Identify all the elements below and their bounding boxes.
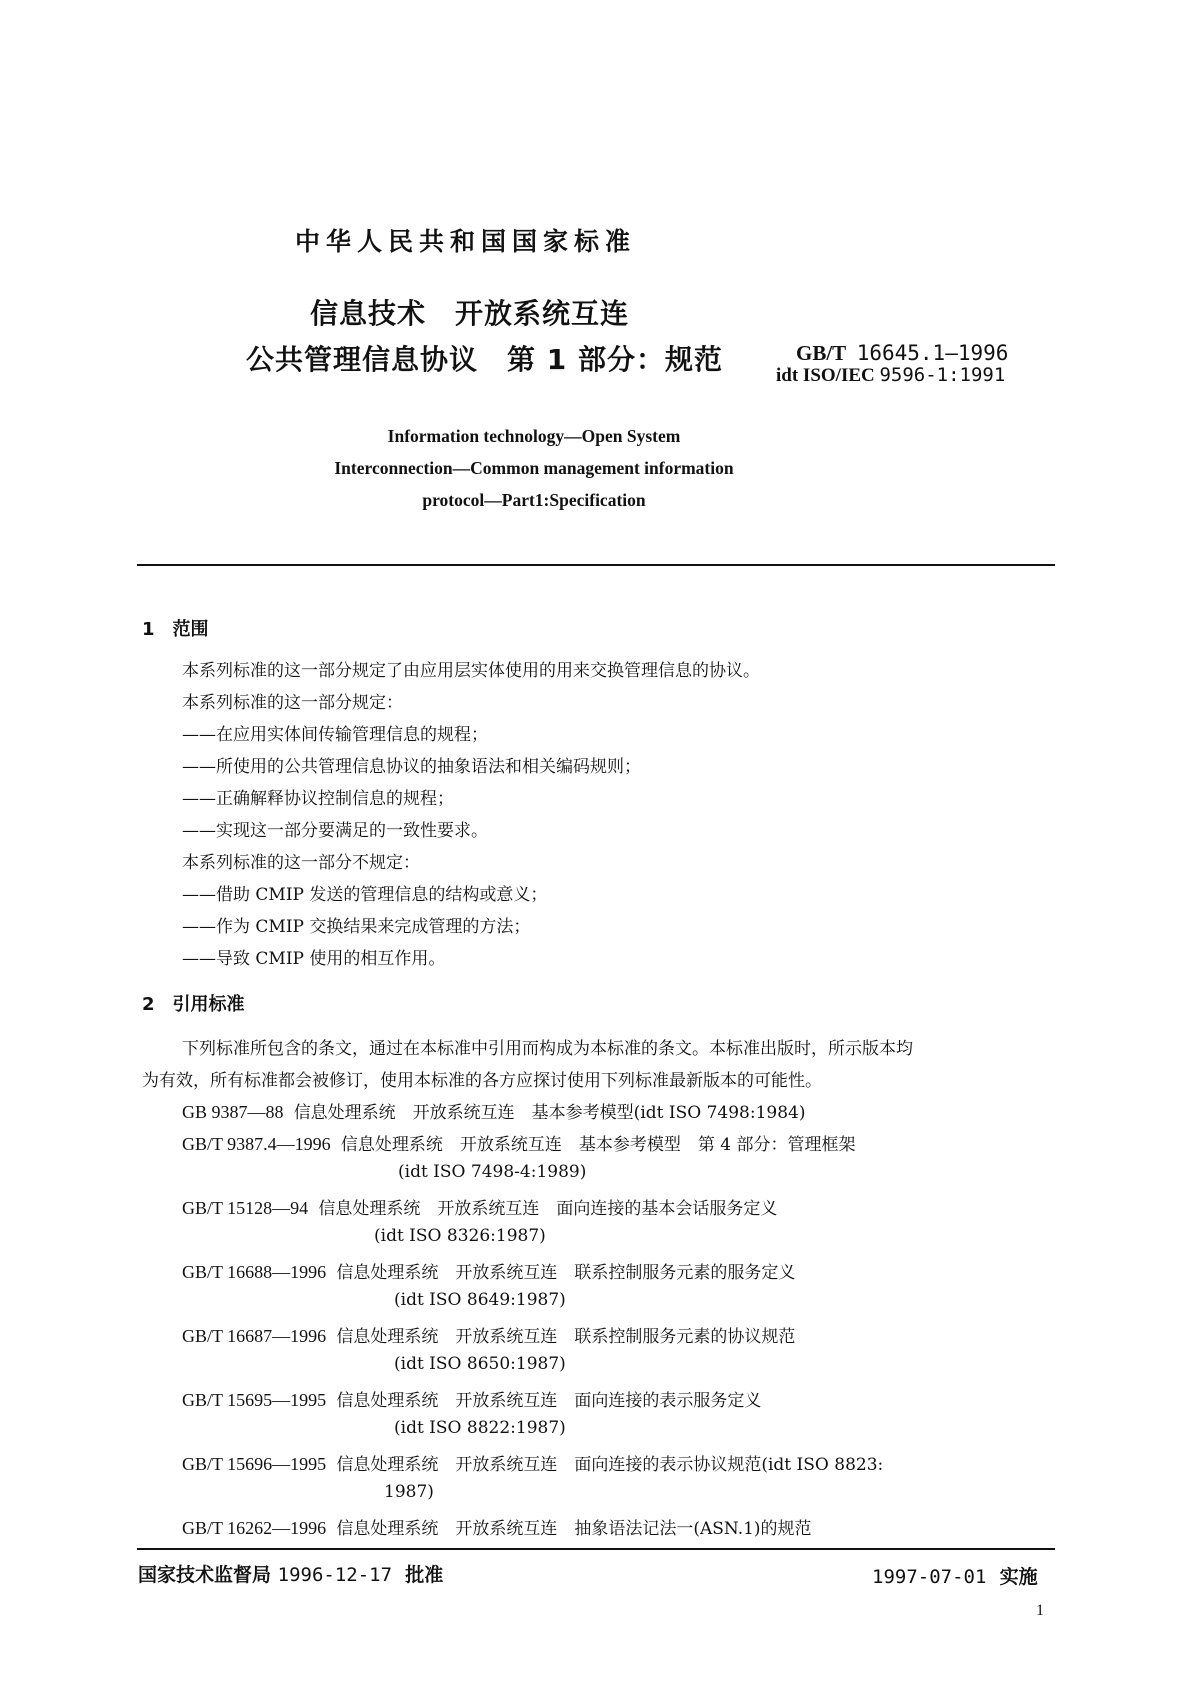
- section1-line: 本系列标准的这一部分不规定：: [182, 853, 420, 873]
- reference-code: GB/T 15696—1995: [182, 1454, 327, 1474]
- reference-item: [182, 1322, 795, 1347]
- section1-line: ——在应用实体间传输管理信息的规程；: [182, 725, 488, 745]
- reference-code: GB/T 15128—94: [182, 1198, 309, 1218]
- reference-code: GB/T 16688—1996: [182, 1262, 327, 1282]
- standard-code: [796, 341, 1008, 366]
- title-cn-line1: 信息技术 开放系统互连: [310, 297, 630, 330]
- section1-line: ——导致 CMIP 使用的相互作用。: [182, 949, 446, 969]
- reference-item: [182, 1386, 761, 1411]
- header-rule: [137, 564, 1055, 566]
- reference-title: 信息处理系统 开放系统互连 面向连接的表示协议规范(idt ISO 8823:: [336, 1455, 884, 1475]
- reference-title: 信息处理系统 开放系统互连 联系控制服务元素的协议规范: [336, 1327, 796, 1347]
- section1-heading: 1 范围: [142, 619, 209, 640]
- section1-line: ——所使用的公共管理信息协议的抽象语法和相关编码规则；: [182, 757, 641, 777]
- reference-item: [182, 1130, 855, 1155]
- standard-code-prefix: GB/T: [796, 341, 847, 365]
- reference-continuation: (idt ISO 7498-4:1989): [398, 1162, 587, 1182]
- section2-heading: 2 引用标准: [142, 994, 245, 1015]
- section1-line: ——借助 CMIP 发送的管理信息的结构或意义；: [182, 885, 548, 905]
- reference-continuation: (idt ISO 8650:1987): [394, 1354, 566, 1374]
- section2-intro-line1: 下列标准所包含的条文，通过在本标准中引用而构成为本标准的条文。本标准出版时，所示版本均: [182, 1039, 913, 1059]
- approve-word: 批准: [405, 1564, 444, 1586]
- section1-line: ——实现这一部分要满足的一致性要求。: [182, 821, 488, 841]
- reference-code: GB/T 16262—1996: [182, 1518, 327, 1538]
- title-cn-line2: 公共管理信息协议 第 1 部分：规范: [246, 343, 723, 376]
- reference-code: GB/T 16687—1996: [182, 1326, 327, 1346]
- reference-item: [182, 1450, 883, 1475]
- section1-line: ——作为 CMIP 交换结果来完成管理的方法；: [182, 917, 531, 937]
- title-en-line1: Information technology—Open System: [387, 426, 681, 446]
- reference-title: 信息处理系统 开放系统互连 基本参考模型 第 4 部分：管理框架: [340, 1135, 856, 1155]
- reference-title: 信息处理系统 开放系统互连 抽象语法记法一(ASN.1)的规范: [336, 1519, 812, 1539]
- reference-continuation: 1987): [384, 1482, 434, 1502]
- reference-item: [182, 1258, 795, 1283]
- reference-code: GB 9387—88: [182, 1102, 284, 1122]
- impl-word: 实施: [999, 1566, 1038, 1588]
- reference-code: GB/T 9387.4—1996: [182, 1134, 331, 1154]
- section1-line: ——正确解释协议控制信息的规程；: [182, 789, 454, 809]
- reference-title: 信息处理系统 开放系统互连 面向连接的基本会话服务定义: [318, 1199, 778, 1219]
- title-en-line3: protocol—Part1:Specification: [422, 490, 646, 510]
- reference-item: [182, 1194, 777, 1219]
- reference-continuation: (idt ISO 8649:1987): [394, 1290, 566, 1310]
- reference-continuation: (idt ISO 8822:1987): [394, 1418, 566, 1438]
- reference-title: 信息处理系统 开放系统互连 基本参考模型(idt ISO 7498:1984): [293, 1103, 806, 1123]
- approval-info: [138, 1560, 443, 1587]
- title-en-line2: Interconnection—Common management information: [334, 458, 734, 478]
- approver: 国家技术监督局: [138, 1564, 272, 1586]
- reference-continuation: (idt ISO 8326:1987): [374, 1226, 546, 1246]
- reference-item: [182, 1098, 805, 1123]
- footer-rule: [137, 1548, 1055, 1550]
- standard-code-number: 16645.1—1996: [856, 341, 1009, 365]
- reference-title: 信息处理系统 开放系统互连 联系控制服务元素的服务定义: [336, 1263, 796, 1283]
- idt-code: [776, 364, 1005, 387]
- reference-title: 信息处理系统 开放系统互连 面向连接的表示服务定义: [336, 1391, 762, 1411]
- national-standard-label: 中华人民共和国国家标准: [295, 227, 637, 256]
- reference-code: GB/T 15695—1995: [182, 1390, 327, 1410]
- section2-intro-line2: 为有效，所有标准都会被修订，使用本标准的各方应探讨使用下列标准最新版本的可能性。: [142, 1071, 822, 1091]
- reference-item: [182, 1514, 812, 1539]
- idt-prefix: idt ISO/IEC: [776, 365, 875, 386]
- approve-date: 1996-12-17: [277, 1564, 393, 1586]
- section1-line: 本系列标准的这一部分规定：: [182, 693, 403, 713]
- impl-date: 1997-07-01: [872, 1566, 987, 1588]
- implementation-info: [872, 1562, 1038, 1589]
- idt-number: 9596-1:1991: [879, 364, 1006, 386]
- section1-line: 本系列标准的这一部分规定了由应用层实体使用的用来交换管理信息的协议。: [182, 661, 760, 681]
- page-number: 1: [1036, 1602, 1044, 1619]
